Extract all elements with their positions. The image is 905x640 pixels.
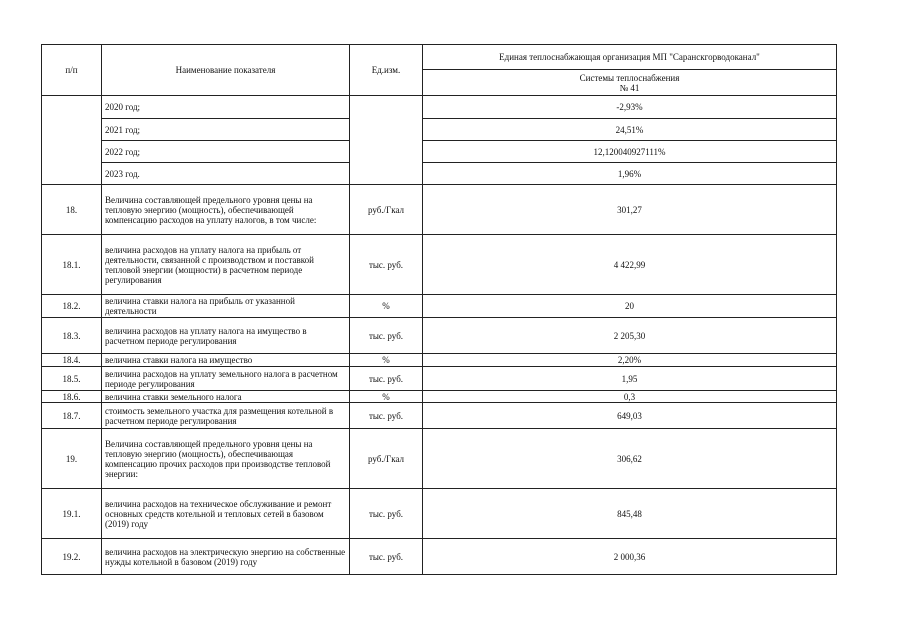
header-organization: Единая теплоснабжающая организация МП "Саранскгорводоканал" bbox=[423, 45, 837, 70]
row-name: 2022 год; bbox=[102, 141, 350, 163]
row-value: 649,03 bbox=[423, 403, 837, 429]
row-num: 19.1. bbox=[42, 489, 102, 539]
row-name: 2021 год; bbox=[102, 119, 350, 141]
table-row bbox=[42, 489, 837, 539]
table-row bbox=[42, 141, 837, 163]
header-name: Наименование показателя bbox=[102, 45, 350, 96]
row-unit: тыс. руб. bbox=[350, 403, 423, 429]
header-num: п/п bbox=[42, 45, 102, 96]
table-row bbox=[42, 295, 837, 318]
row-name: Величина составляющей предельного уровня цены на тепловую энергию (мощность), обеспечивающая компенсацию прочих расходов при производстве тепловой энергии: bbox=[102, 429, 350, 489]
row-unit: тыс. руб. bbox=[350, 235, 423, 295]
row-name: величина ставки налога на имущество bbox=[102, 354, 350, 367]
row-name: величина расходов на уплату налога на прибыль от деятельности, связанной с производством и поставкой тепловой энергии (мощности) в расчетном периоде регулирования bbox=[102, 235, 350, 295]
row-name: величина расходов на техническое обслуживание и ремонт основных средств котельной и тепловых сетей в базовом (2019) году bbox=[102, 489, 350, 539]
row-num bbox=[42, 96, 102, 185]
row-name: 2020 год; bbox=[102, 96, 350, 119]
row-value: 24,51% bbox=[423, 119, 837, 141]
row-num: 18. bbox=[42, 185, 102, 235]
table-row bbox=[42, 318, 837, 354]
row-value: 845,48 bbox=[423, 489, 837, 539]
table-row bbox=[42, 163, 837, 185]
row-num: 18.1. bbox=[42, 235, 102, 295]
header-system bbox=[423, 70, 837, 96]
row-unit: руб./Гкал bbox=[350, 185, 423, 235]
table-row bbox=[42, 185, 837, 235]
table-row bbox=[42, 367, 837, 391]
table-row bbox=[42, 429, 837, 489]
row-num: 19. bbox=[42, 429, 102, 489]
row-value: 1,95 bbox=[423, 367, 837, 391]
row-num: 18.2. bbox=[42, 295, 102, 318]
row-name: величина ставки земельного налога bbox=[102, 391, 350, 403]
row-name: стоимость земельного участка для размещения котельной в расчетном периоде регулирования bbox=[102, 403, 350, 429]
row-num: 18.6. bbox=[42, 391, 102, 403]
row-unit: тыс. руб. bbox=[350, 367, 423, 391]
row-unit: % bbox=[350, 354, 423, 367]
row-value: 2 000,36 bbox=[423, 539, 837, 575]
table-row bbox=[42, 354, 837, 367]
table-row bbox=[42, 391, 837, 403]
row-name: величина расходов на уплату налога на имущество в расчетном периоде регулирования bbox=[102, 318, 350, 354]
row-name: величина ставки налога на прибыль от указанной деятельности bbox=[102, 295, 350, 318]
table-row bbox=[42, 403, 837, 429]
row-unit bbox=[350, 96, 423, 185]
row-unit: тыс. руб. bbox=[350, 489, 423, 539]
row-unit: % bbox=[350, 391, 423, 403]
row-name: величина расходов на электрическую энергию на собственные нужды котельной в базовом (2019) году bbox=[102, 539, 350, 575]
row-value: 301,27 bbox=[423, 185, 837, 235]
row-unit: % bbox=[350, 295, 423, 318]
row-name: величина расходов на уплату земельного налога в расчетном периоде регулирования bbox=[102, 367, 350, 391]
row-unit: тыс. руб. bbox=[350, 539, 423, 575]
row-num: 19.2. bbox=[42, 539, 102, 575]
table-row bbox=[42, 539, 837, 575]
row-value: 0,3 bbox=[423, 391, 837, 403]
row-unit: тыс. руб. bbox=[350, 318, 423, 354]
table-row bbox=[42, 96, 837, 119]
row-name: 2023 год. bbox=[102, 163, 350, 185]
header-system-line-2: № 41 bbox=[619, 82, 640, 93]
row-value: -2,93% bbox=[423, 96, 837, 119]
header-row bbox=[42, 45, 837, 70]
row-value: 12,120040927111% bbox=[423, 141, 837, 163]
row-num: 18.7. bbox=[42, 403, 102, 429]
row-num: 18.5. bbox=[42, 367, 102, 391]
row-value: 2,20% bbox=[423, 354, 837, 367]
tariff-table bbox=[41, 44, 837, 575]
row-value: 4 422,99 bbox=[423, 235, 837, 295]
table-row bbox=[42, 235, 837, 295]
row-value: 1,96% bbox=[423, 163, 837, 185]
header-unit: Ед.изм. bbox=[350, 45, 423, 96]
row-unit: руб./Гкал bbox=[350, 429, 423, 489]
table-row bbox=[42, 119, 837, 141]
row-value: 306,62 bbox=[423, 429, 837, 489]
row-name: Величина составляющей предельного уровня цены на тепловую энергию (мощность), обеспечивающей компенсацию расходов на уплату налогов, в том числе: bbox=[102, 185, 350, 235]
row-num: 18.4. bbox=[42, 354, 102, 367]
row-value: 20 bbox=[423, 295, 837, 318]
row-num: 18.3. bbox=[42, 318, 102, 354]
header-system-line-1: Системы теплоснабжения bbox=[579, 72, 680, 83]
row-value: 2 205,30 bbox=[423, 318, 837, 354]
